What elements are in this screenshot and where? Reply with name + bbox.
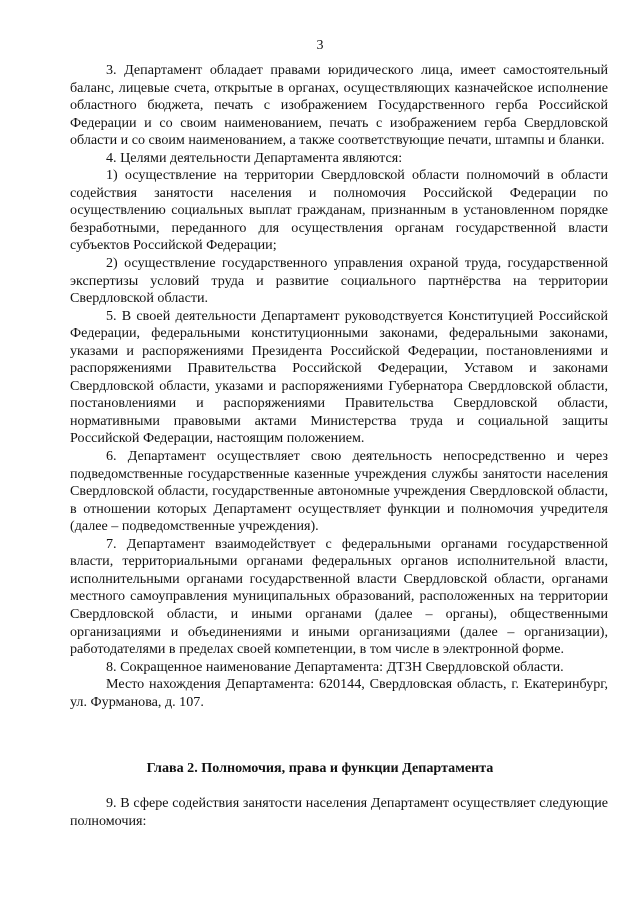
paragraph-5: 5. В своей деятельности Департамент руководствуется Конституцией Российской Федерации, федеральными конституционными законами, федеральными законами, указами и распоряжениями Президента Российской Федерации, постановлениями и распоряжениями Правительства Российской Федерации, Уставом и законами Свердловской области, указами и распоряжениями Губернатора Свердловской области, постановлениями и распоряжениями Правительства Свердловской области, нормативными правовыми актами Министерства труда и социальной защиты Российской Федерации, настоящим положением. [70, 307, 608, 447]
paragraph-4-item-1: 1) осуществление на территории Свердловской области полномочий в области содействия занятости населения и полномочия Российской Федерации по осуществлению социальных выплат гражданам, признанным в установленном порядке безработными, переданного для осуществления органам государственной власти субъектов Российской Федерации; [70, 167, 608, 254]
address-paragraph: Место нахождения Департамента: 620144, Свердловская область, г. Екатеринбург, ул. Фурманова, д. 107. [70, 676, 608, 710]
paragraph-4: 4. Целями деятельности Департамента являются: [106, 149, 403, 166]
paragraph-4-item-2: 2) осуществление государственного управления охраной труда, государственной экспертизы условий труда и развитие социального партнёрства на территории Свердловской области. [70, 255, 608, 307]
page-number: 3 [316, 38, 324, 53]
paragraph-3: 3. Департамент обладает правами юридического лица, имеет самостоятельный баланс, лицевые счета, открытые в органах, осуществляющих казначейское исполнение областного бюджета, печать с изображением Государственного герба Российской Федерации и со своим наименованием, печать с изображением герба Свердловской области и со своим наименованием, а также соответствующие печати, штампы и бланки. [70, 62, 608, 149]
document-body [70, 62, 608, 711]
paragraph-8: 8. Сокращенное наименование Департамента: ДТЗН Свердловской области. [106, 658, 564, 675]
paragraph-6: 6. Департамент осуществляет свою деятельность непосредственно и через подведомственные государственные казенные учреждения службы занятости населения Свердловской области, государственные автономные учреждения Свердловской области, в отношении которых Департамент осуществляет функции и полномочия учредителя (далее – подведомственные учреждения). [70, 448, 608, 535]
chapter-heading: Глава 2. Полномочия, права и функции Департамента [146, 760, 494, 776]
paragraph-7: 7. Департамент взаимодействует с федеральными органами государственной власти, территориальными органами федеральных органов исполнительной власти, исполнительными органами государственной власти Свердловской области, органами местного самоуправления муниципальных образований, расположенных на территории Свердловской области, и иными органами (далее – органы), общественными организациями и объединениями и иными организациями (далее – организации), работодателями в пределах своей компетенции, в том числе в электронной форме. [70, 535, 608, 658]
paragraph-9: 9. В сфере содействия занятости населения Департамент осуществляет следующие полномочия: [70, 795, 608, 829]
chapter-2-body [70, 795, 608, 830]
